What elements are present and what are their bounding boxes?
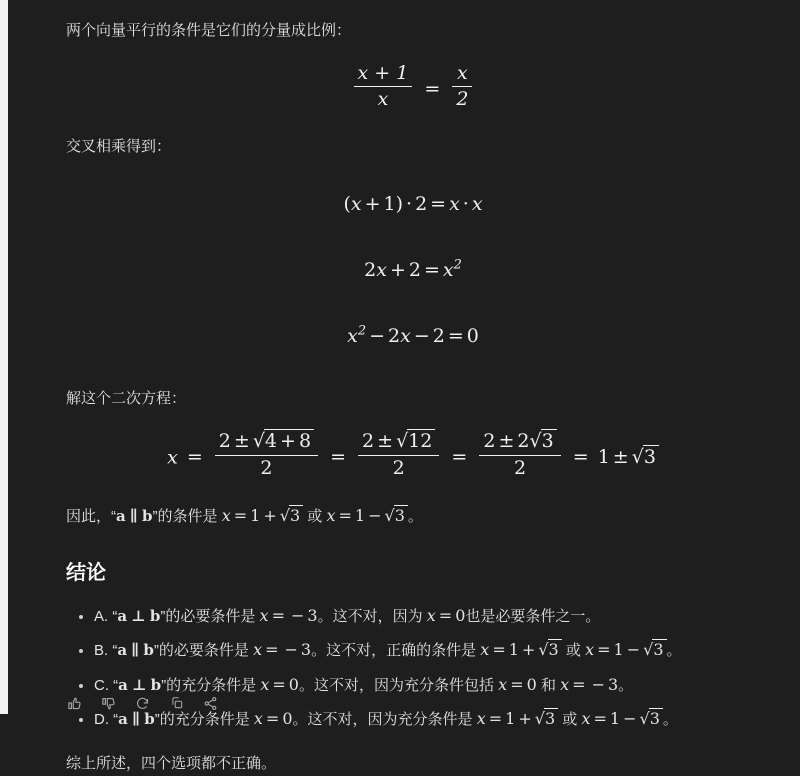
- vector-a: a: [116, 507, 126, 526]
- cross-multiply-paragraph: 交叉相乘得到：: [66, 138, 172, 155]
- fraction-left: [354, 62, 413, 113]
- step3-denominator: 2: [513, 456, 527, 479]
- option-label-a: A.: [94, 607, 109, 625]
- option-a-eq-1: x = − 3: [259, 605, 318, 625]
- option-d-eq-2: x = 1 + √3: [477, 709, 558, 728]
- option-label-b: B.: [94, 642, 109, 660]
- option-c-eq-1: x = 0: [260, 674, 299, 694]
- option-c-eq-2: x = 0: [498, 674, 537, 694]
- list-item: • A. “a ⊥ b”的必要条件是 x = − 3。这不对，因为 x = 0也是必要条件之一。: [94, 602, 760, 630]
- share-icon[interactable]: [202, 695, 219, 712]
- step1-numerator: 2 ± √4 + 8: [215, 430, 318, 456]
- solution-step-3: [479, 430, 560, 481]
- parallel-icon: ∥: [132, 710, 141, 729]
- list-item: • B. “a ∥ b”的必要条件是 x = − 3。这不对，正确的条件是 x = 1 + √3 或 x = 1 − √3 。: [94, 636, 760, 664]
- step1-denominator: 2: [260, 456, 273, 479]
- option-a-text-1: 的必要条件是: [165, 607, 256, 625]
- final-equation-1: x = 1 + √3: [222, 506, 303, 525]
- vector-a: a: [117, 641, 128, 660]
- vector-b: b: [144, 710, 155, 729]
- fraction-right: [452, 62, 472, 113]
- thumbs-down-icon[interactable]: [100, 695, 117, 712]
- option-c-text-2: 。这不对，因为充分条件包括: [298, 676, 494, 694]
- final-conjunction: 或: [307, 508, 323, 526]
- summary-paragraph: 综上所述，四个选项都不正确。: [66, 754, 277, 772]
- option-b-text-3: 或: [565, 642, 581, 660]
- option-a-eq-2: x = 0: [426, 605, 466, 625]
- vector-b: b: [143, 641, 154, 660]
- equation-cross-multiplied: (x + 1) · 2 = x · x: [343, 192, 483, 215]
- equals-sign: =: [424, 77, 441, 100]
- option-b-text-1: 的必要条件是: [158, 642, 249, 660]
- option-c-text-3: 和: [540, 676, 556, 694]
- message-actions-toolbar[interactable]: [66, 692, 219, 714]
- equation-standard-form: $x^2 - 2x - 2 = 0$: [347, 323, 479, 348]
- list-item: • C. “a ⊥ b”的充分条件是 x = 0。这不对，因为充分条件包括 x = 0 和 x = − 3。: [94, 671, 760, 699]
- fraction-left-denominator: x: [377, 88, 389, 111]
- option-c-eq-3: x = − 3: [560, 674, 619, 694]
- vector-a: a: [118, 710, 128, 729]
- option-d-eq-1: x = 0: [253, 709, 293, 729]
- step3-numerator: 2 ± 2√3: [479, 430, 560, 456]
- vector-b: b: [149, 606, 161, 625]
- intro-paragraph: 两个向量平行的条件是它们的分量成比例：: [66, 22, 352, 39]
- equation-proportion: [66, 62, 760, 113]
- solution-step-1: [215, 430, 318, 481]
- vector-a: a: [117, 606, 128, 625]
- option-d-text-3: 或: [562, 711, 578, 729]
- parallel-icon: ∥: [131, 641, 140, 660]
- option-b-eq-2: x = 1 + √3: [480, 640, 561, 659]
- left-edge-rail: [0, 0, 8, 714]
- equation-quadratic-solution: x = $\frac{2 \pm √4 + 8}{2}$ = $\frac{2 \pm √12}{2}$ = $\frac{2 \pm 2√3}{2}$ = 1 ± √3: [66, 430, 760, 481]
- perp-icon: ⊥: [132, 675, 147, 694]
- option-label-c: C.: [94, 676, 109, 694]
- option-d-eq-3: x = 1 − √3: [581, 709, 662, 728]
- final-equation-2: x = 1 − √3: [326, 506, 407, 525]
- vector-b: b: [150, 675, 162, 694]
- parallel-symbol: ∥: [129, 507, 138, 526]
- fraction-left-numerator: x + 1: [354, 62, 413, 88]
- step2-numerator: 2 ± √12: [358, 430, 439, 456]
- option-label-d: D.: [94, 711, 109, 729]
- option-c-text-1: 的充分条件是: [166, 676, 257, 694]
- fraction-right-numerator: x: [452, 62, 472, 88]
- final-middle: ”的条件是: [152, 508, 218, 526]
- final-prefix: 因此，“: [66, 508, 116, 526]
- copy-icon[interactable]: [168, 695, 185, 712]
- option-d-text-2: 。这不对，因为充分条件是: [292, 711, 473, 729]
- refresh-icon[interactable]: [134, 695, 151, 712]
- perp-icon: ⊥: [131, 606, 146, 625]
- option-b-text-2: 。这不对，正确的条件是: [311, 642, 477, 660]
- option-a-text-2: 。这不对，因为: [317, 607, 423, 625]
- final-suffix: 。: [407, 508, 423, 526]
- fraction-right-denominator: 2: [456, 88, 469, 111]
- list-item: • D. “a ∥ b”的充分条件是 x = 0。这不对，因为充分条件是 x = 1 + √3 或 x = 1 − √3 。: [94, 705, 760, 733]
- solution-step-2: [358, 430, 439, 481]
- equation-expanded: $2x + 2 = x^2$: [364, 257, 462, 281]
- final-condition-paragraph: [66, 502, 760, 530]
- option-d-text-1: 的充分条件是: [159, 711, 250, 729]
- solution-lhs: x: [167, 446, 178, 469]
- page-title: 结论: [66, 561, 106, 584]
- option-b-eq-3: x = 1 − √3: [585, 640, 666, 659]
- option-b-eq-1: x = − 3: [253, 640, 312, 660]
- thumbs-up-icon[interactable]: [66, 695, 83, 712]
- step2-denominator: 2: [392, 456, 405, 479]
- solution-result: 1 ± √3: [598, 446, 659, 468]
- vector-b: b: [142, 507, 153, 526]
- solve-quadratic-paragraph: 解这个二次方程：: [66, 390, 187, 408]
- option-a-text-3: 也是必要条件之一。: [465, 607, 601, 625]
- vector-a: a: [118, 675, 128, 694]
